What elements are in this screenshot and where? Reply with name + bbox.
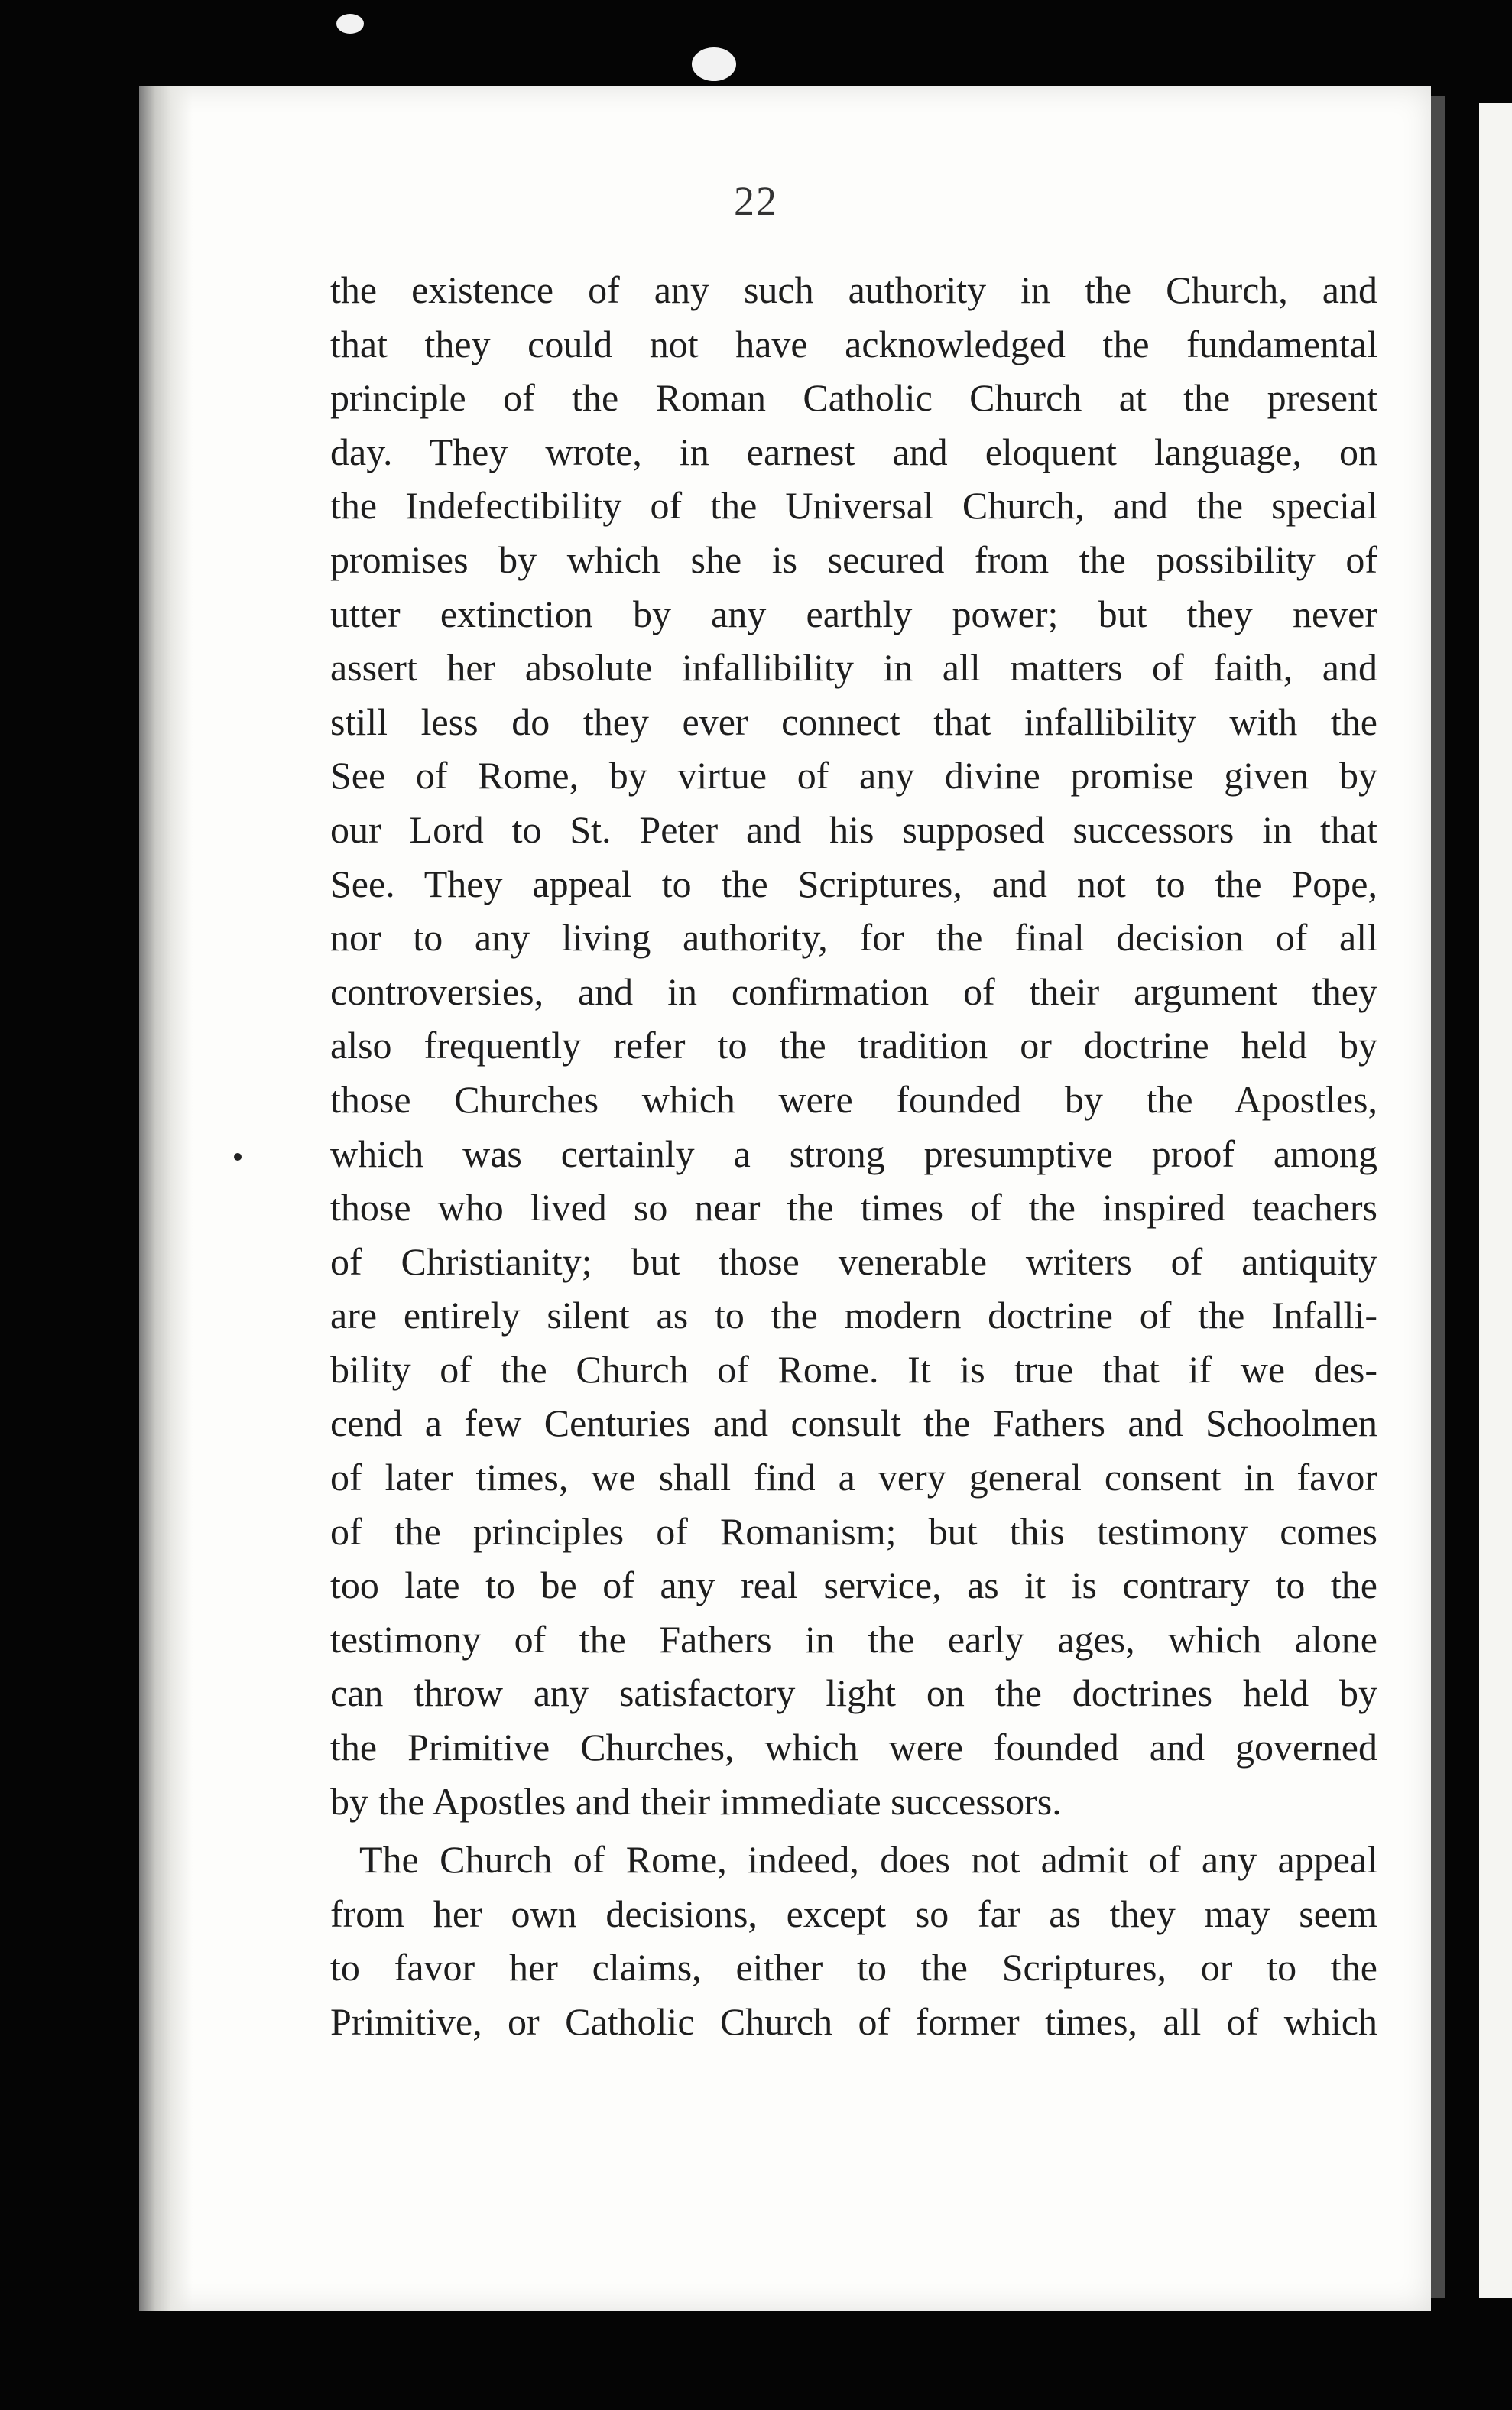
scan-speck <box>692 47 736 81</box>
scan-speck <box>336 14 364 34</box>
text-line: can throw any satisfactory light on the doctrines held by <box>330 1671 1377 1715</box>
text-line: those Churches which were founded by the Apostles, <box>330 1077 1377 1121</box>
body-text <box>330 263 1377 2049</box>
text-line: nor to any living authority, for the final decision of all <box>330 916 1377 960</box>
text-line: by the Apostles and their immediate successors. <box>330 1779 1062 1823</box>
text-line: also frequently refer to the tradition or doctrine held by <box>330 1024 1377 1067</box>
text-line: the Indefectibility of the Universal Church, and the special <box>330 484 1377 528</box>
text-line: promises by which she is secured from the possibility of <box>330 538 1377 581</box>
text-line: See. They appeal to the Scriptures, and not to the Pope, <box>330 862 1377 905</box>
page-binding-shadow <box>139 86 193 2311</box>
text-line: which was certainly a strong presumptive proof among <box>330 1132 1377 1175</box>
text-line: bility of the Church of Rome. It is true that if we des- <box>330 1347 1377 1391</box>
paragraph-1 <box>330 263 1377 1828</box>
text-line: utter extinction by any earthly power; but they never <box>330 592 1377 635</box>
page-number: 22 <box>734 178 778 224</box>
text-line: our Lord to St. Peter and his supposed successors in that <box>330 807 1377 851</box>
text-line: are entirely silent as to the modern doctrine of the Infalli- <box>330 1294 1377 1337</box>
text-line: to favor her claims, either to the Scriptures, or to the <box>330 1946 1377 1989</box>
paragraph-2 <box>330 1833 1377 2048</box>
text-line: those who lived so near the times of the inspired teachers <box>330 1186 1377 1229</box>
text-line: assert her absolute infallibility in all matters of faith, and <box>330 646 1377 690</box>
text-line: day. They wrote, in earnest and eloquent language, on <box>330 430 1377 473</box>
text-line: See of Rome, by virtue of any divine promise given by <box>330 754 1377 797</box>
text-line: the existence of any such authority in the Church, and <box>330 268 1377 311</box>
text-line: the Primitive Churches, which were founded and governed <box>330 1726 1377 1769</box>
text-line: of Christianity; but those venerable writers of antiquity <box>330 1239 1377 1283</box>
text-line: testimony of the Fathers in the early ages, which alone <box>330 1617 1377 1661</box>
text-line: still less do they ever connect that infallibility with the <box>330 700 1377 743</box>
text-line: that they could not have acknowledged the fundamental <box>330 322 1377 365</box>
text-line: Primitive, or Catholic Church of former times, all of which <box>330 2000 1377 2043</box>
text-line: of later times, we shall find a very general consent in favor <box>330 1456 1377 1499</box>
text-line: controversies, and in confirmation of their argument they <box>330 970 1377 1013</box>
margin-mark <box>234 1153 242 1161</box>
text-line: principle of the Roman Catholic Church at the present <box>330 376 1377 420</box>
text-line: The Church of Rome, indeed, does not admit of any appeal <box>359 1838 1377 1882</box>
text-line: of the principles of Romanism; but this testimony comes <box>330 1509 1377 1553</box>
text-line: too late to be of any real service, as it is contrary to the <box>330 1564 1377 1607</box>
text-line: cend a few Centuries and consult the Fathers and Schoolmen <box>330 1402 1377 1445</box>
facing-page-edge <box>1479 103 1512 2298</box>
page-edge-shadow <box>1431 96 1445 2298</box>
text-line: from her own decisions, except so far as they may seem <box>330 1892 1377 1935</box>
